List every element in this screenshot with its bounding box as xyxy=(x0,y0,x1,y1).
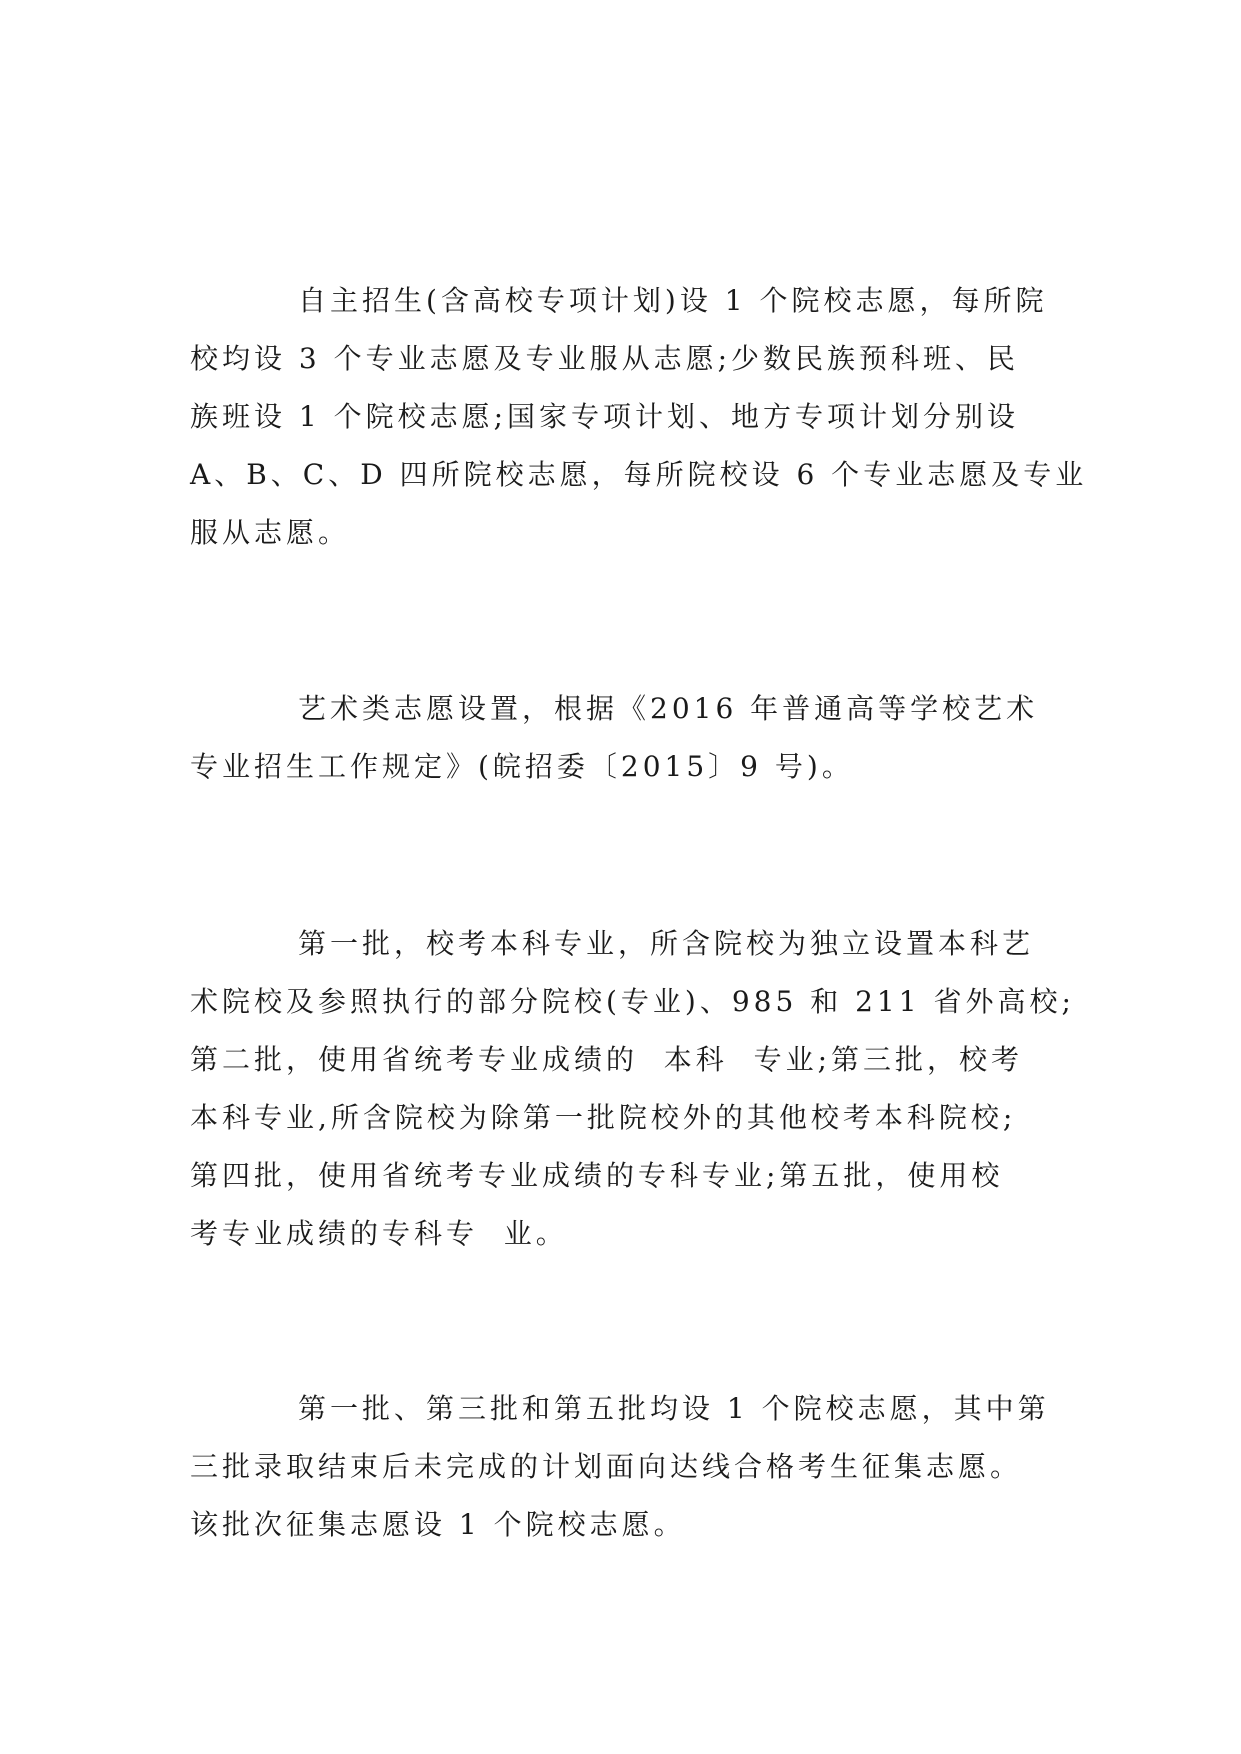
paragraph-line: 第四批，使用省统考专业成绩的专科专业;第五批，使用校 xyxy=(190,1159,1004,1192)
paragraph-line: 第一批、第三批和第五批均设 1 个院校志愿，其中第 xyxy=(298,1392,1050,1425)
paragraph-line: 族班设 1 个院校志愿;国家专项计划、地方专项计划分别设 xyxy=(190,400,1020,433)
paragraph-line: 专业招生工作规定》(皖招委〔2015〕9 号)。 xyxy=(190,750,854,783)
paragraph-line: 第二批，使用省统考专业成绩的 本科 专业;第三批，校考 xyxy=(190,1043,1024,1076)
paragraph-self-enrollment xyxy=(190,272,1088,562)
paragraph-line: 考专业成绩的专科专 业。 xyxy=(190,1217,568,1250)
paragraph-line: 本科专业,所含院校为除第一批院校外的其他校考本科院校; xyxy=(190,1101,1017,1134)
paragraph-line: A、B、C、D 四所院校志愿，每所院校设 6 个专业志愿及专业 xyxy=(190,458,1088,491)
paragraph-line: 服从志愿。 xyxy=(190,516,351,549)
paragraph-line: 三批录取结束后未完成的计划面向达线合格考生征集志愿。 xyxy=(190,1450,1023,1483)
paragraph-art-settings xyxy=(190,680,1050,796)
paragraph-batches xyxy=(190,915,1075,1263)
paragraph-line: 第一批，校考本科专业，所含院校为独立设置本科艺 xyxy=(298,927,1035,960)
paragraph-line: 自主招生(含高校专项计划)设 1 个院校志愿，每所院 xyxy=(298,284,1048,317)
paragraph-line: 艺术类志愿设置，根据《2016 年普通高等学校艺术 xyxy=(298,692,1039,725)
paragraph-line: 校均设 3 个专业志愿及专业服从志愿;少数民族预科班、民 xyxy=(190,342,1020,375)
paragraph-batch-choices xyxy=(190,1380,1050,1554)
paragraph-line: 该批次征集志愿设 1 个院校志愿。 xyxy=(190,1508,686,1541)
paragraph-line: 术院校及参照执行的部分院校(专业)、985 和 211 省外高校; xyxy=(190,985,1075,1018)
